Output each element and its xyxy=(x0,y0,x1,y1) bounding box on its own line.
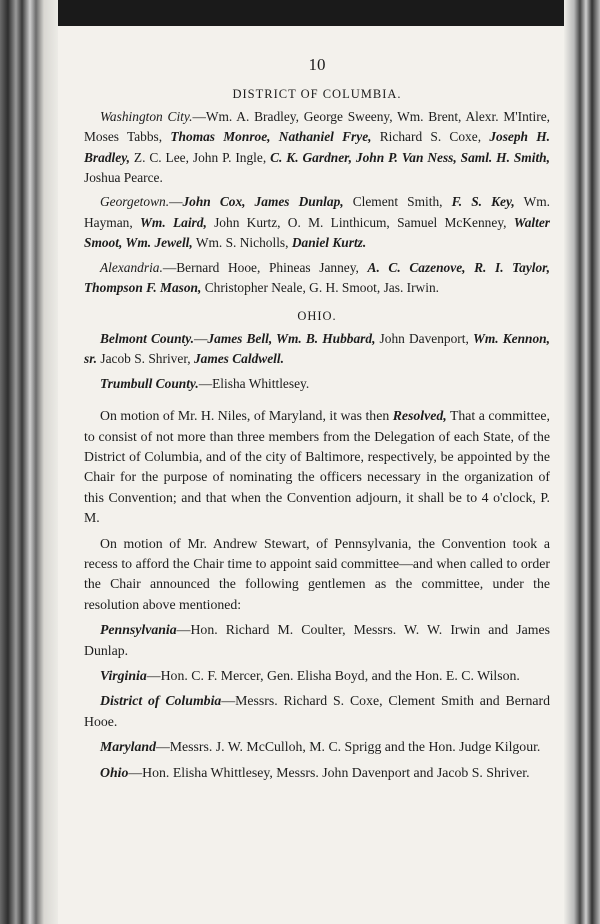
state-name: Maryland xyxy=(100,739,156,755)
scan-left-binding-edge xyxy=(0,0,58,924)
committee-virginia: Virginia—Hon. C. F. Mercer, Gen. Elisha Boyd, and the Hon. E. C. Wilson. xyxy=(100,667,520,683)
committee-maryland: Maryland—Messrs. J. W. McCulloh, M. C. Sprigg and the Hon. Judge Kilgour. xyxy=(100,739,541,755)
place-name: Washington City. xyxy=(100,108,193,124)
motion-stewart-paragraph: On motion of Mr. Andrew Stewart, of Pennsylvania, the Convention took a recess to afford the Chair time to appoint said committee—and when called to order the Chair announced the following gentlemen as the committee, under the resolution above mentioned: xyxy=(84,535,550,612)
document-page xyxy=(84,55,550,783)
committee-district-of-columbia: District of Columbia—Messrs. Richard S. Coxe, Clement Smith and Bernard Hooe. xyxy=(84,693,550,729)
scan-right-edge xyxy=(564,0,600,924)
trumbull-county-entry: Trumbull County.—Elisha Whittlesey. xyxy=(100,375,310,391)
committee-ohio: Ohio—Hon. Elisha Whittlesey, Messrs. John Davenport and Jacob S. Shriver. xyxy=(100,764,530,780)
dc-heading: DISTRICT OF COLUMBIA. xyxy=(232,87,402,102)
place-name: Georgetown. xyxy=(100,194,170,210)
place-name: Belmont County. xyxy=(100,330,195,346)
state-name: Ohio xyxy=(100,764,129,780)
page-number: 10 xyxy=(308,55,326,74)
washington-city-entry: Washington City.—Wm. A. Bradley, George Sweeny, Wm. Brent, Alexr. M'Intire, Moses Tabbs, Thomas Monroe, Nathaniel Frye, Richard S. Coxe, Joseph H. Bradley, Z. C. Lee, John P. Ingle, C. K. Gardner, John P. Van Ness, Saml. H. Smith, Joshua Pearce. xyxy=(84,108,551,186)
alexandria-entry: Alexandria.—Bernard Hooe, Phineas Janney, A. C. Cazenove, R. I. Taylor, Thompson F. Mason, Christopher Neale, G. H. Smoot, Jas. Irwin. xyxy=(84,259,551,296)
state-name: Virginia xyxy=(100,667,147,683)
state-name: Pennsylvania xyxy=(100,622,177,638)
georgetown-entry: Georgetown.—John Cox, James Dunlap, Clement Smith, F. S. Key, Wm. Hayman, Wm. Laird, John Kurtz, O. M. Linthicum, Samuel McKenney, Walter Smoot, Wm. Jewell, Wm. S. Nicholls, Daniel Kurtz. xyxy=(84,194,550,251)
scan-top-border xyxy=(0,0,600,26)
state-name: District of Columbia xyxy=(100,693,222,709)
belmont-county-entry: Belmont County.—James Bell, Wm. B. Hubbard, John Davenport, Wm. Kennon, sr. Jacob S. Shriver, James Caldwell. xyxy=(84,330,550,367)
place-name: Alexandria. xyxy=(100,259,163,275)
ohio-heading: OHIO. xyxy=(297,309,337,324)
committee-pennsylvania: Pennsylvania—Hon. Richard M. Coulter, Messrs. W. W. Irwin and James Dunlap. xyxy=(84,622,550,658)
place-name: Trumbull County. xyxy=(100,375,199,391)
motion-niles-paragraph: On motion of Mr. H. Niles, of Maryland, it was then Resolved, That a committee, to consist of not more than three members from the Delegation of each State, of the District of Columbia, and of the city of Baltimore, respectively, be appointed by the Chair for the purpose of nominating the officers necessary in the organization of this Convention; and that when the Convention adjourn, it shall be to 4 o'clock, P. M. xyxy=(84,408,551,526)
